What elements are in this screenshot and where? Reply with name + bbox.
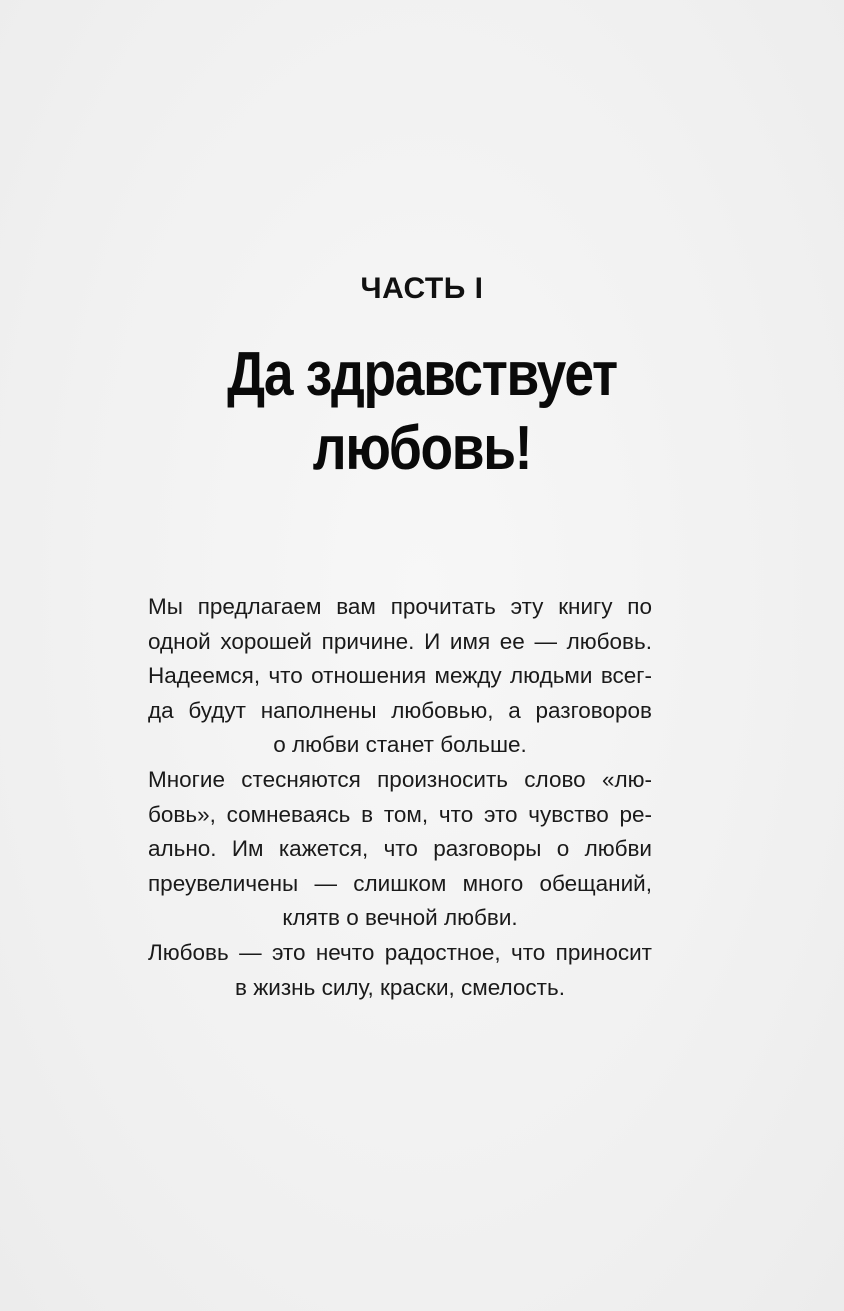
text-line: о любви станет больше. xyxy=(273,732,527,758)
text-line: одной хорошей причине. И имя ее — любовь. xyxy=(148,628,652,654)
text-line: Надеемся, что отношения между людьми всег- xyxy=(148,663,652,689)
text-line: Многие стесняются произносить слово «лю- xyxy=(148,766,652,792)
text-line: ально. Им кажется, что разговоры о любви xyxy=(148,836,652,862)
chapter-title-line-2: любовь! xyxy=(312,414,532,483)
text-line: Любовь — это нечто радостное, что приносит xyxy=(148,939,652,965)
chapter-title xyxy=(59,338,785,486)
paragraph-2 xyxy=(148,763,652,936)
part-label: ЧАСТЬ I xyxy=(360,272,484,305)
text-line: клятв о вечной любви. xyxy=(282,905,518,931)
text-line: бовь», сомневаясь в том, что это чувство ре- xyxy=(148,801,652,827)
text-line: Мы предлагаем вам прочитать эту книгу по xyxy=(148,594,652,619)
text-line: в жизнь силу, краски, смелость. xyxy=(235,974,565,1000)
chapter-title-line-1: Да здравствует xyxy=(227,340,617,409)
text-line: да будут наполнены любовью, а разговоров xyxy=(148,697,652,723)
body-text xyxy=(148,590,652,1005)
paragraph-3 xyxy=(148,936,652,1005)
paragraph-1 xyxy=(148,590,652,763)
text-line: преувеличены — слишком много обещаний, xyxy=(148,870,652,896)
